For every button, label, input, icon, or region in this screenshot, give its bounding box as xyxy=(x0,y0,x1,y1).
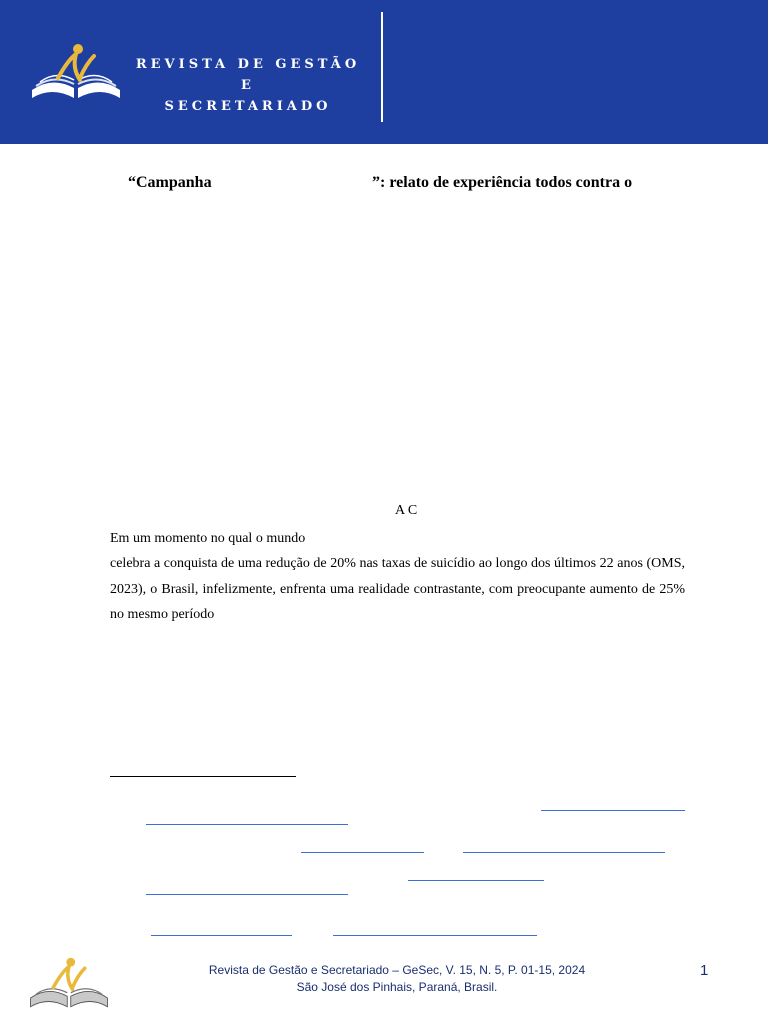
page-number: 1 xyxy=(700,962,709,979)
article-title-start: “Campanha xyxy=(128,174,212,191)
journal-header xyxy=(0,0,768,144)
footer-line-2: São José dos Pinhais, Paraná, Brasil. xyxy=(296,980,498,994)
footnote-separator xyxy=(110,776,296,777)
journal-brand xyxy=(128,54,368,117)
article-title-end: ”: relato de experiência todos contra o xyxy=(372,174,633,191)
footnote-link[interactable] xyxy=(146,824,348,825)
open-book-logo-icon xyxy=(26,956,112,1012)
author-initials: A C xyxy=(395,503,418,518)
abstract-paragraph xyxy=(110,526,685,628)
footnote-link[interactable] xyxy=(333,935,537,936)
footnote-link[interactable] xyxy=(463,852,665,853)
header-divider xyxy=(381,12,383,122)
footnote-link[interactable] xyxy=(541,810,685,811)
brand-line-1: REVISTA DE GESTÃO E xyxy=(135,57,361,93)
abstract-first-line: Em um momento no qual o mundo xyxy=(110,531,306,546)
footnote-link[interactable] xyxy=(151,935,292,936)
abstract-body: celebra a conquista de uma redução de 20% nas taxas de suicídio ao longo dos últimos 22 anos (OMS, 2023), o Brasil, infelizmente, enfrenta uma realidade contrastante, com preocupante aumento de 25% no mesmo período xyxy=(110,556,685,623)
footer-line-1: Revista de Gestão e Secretariado – GeSec, V. 15, N. 5, P. 01-15, 2024 xyxy=(208,963,586,977)
footer-citation xyxy=(150,962,644,996)
brand-line-2: SECRETARIADO xyxy=(164,99,332,114)
footnote-link[interactable] xyxy=(408,880,544,881)
open-book-logo-icon xyxy=(28,40,124,104)
footnote-link[interactable] xyxy=(301,852,424,853)
footnote-link[interactable] xyxy=(146,894,348,895)
